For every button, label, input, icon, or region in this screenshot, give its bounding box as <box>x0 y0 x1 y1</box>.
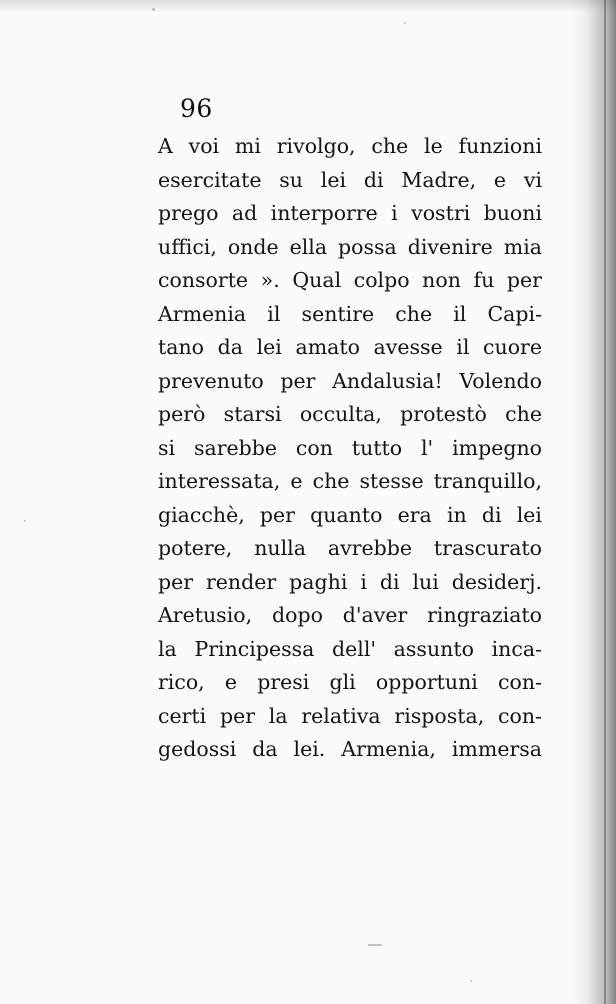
paper-speck <box>470 980 472 982</box>
text-line: rico, e presi gli opportuni con- <box>158 670 542 694</box>
text-line: si sarebbe con tutto l' impegno <box>158 435 542 460</box>
text-line: prevenuto per Andalusia! Volendo <box>158 368 542 393</box>
text-line: Armenia il sentire che il Capi- <box>158 301 542 326</box>
page-number: 96 <box>180 94 213 123</box>
text-line: giacchè, per quanto era in di lei <box>158 502 542 527</box>
text-line: consorte ». Qual colpo non fu per <box>158 268 542 292</box>
text-line: gedossi da lei. Armenia, immersa <box>158 737 542 761</box>
paper-speck <box>404 22 406 24</box>
paper-speck <box>152 8 155 11</box>
text-line: potere, nulla avrebbe trascurato <box>158 536 542 560</box>
text-line: interessata, e che stesse tranquillo, <box>158 469 542 493</box>
text-line: uffici, onde ella possa divenire mia <box>158 234 542 259</box>
text-line: la Principessa dell' assunto inca- <box>158 636 542 661</box>
text-line: però starsi occulta, protestò che <box>158 402 542 426</box>
page-edge-line <box>604 0 606 1004</box>
text-line: Aretusio, dopo d'aver ringraziato <box>158 603 542 627</box>
text-line: esercitate su lei di Madre, e vi <box>158 167 542 192</box>
text-line: prego ad interporre i vostri buoni <box>158 201 542 225</box>
text-line: per render paghi i di lui desiderj. <box>158 569 542 594</box>
paper-speck <box>368 944 382 946</box>
text-line: tano da lei amato avesse il cuore <box>158 335 542 359</box>
paper-speck <box>24 520 26 522</box>
text-line: certi per la relativa risposta, con- <box>158 703 542 728</box>
page-gutter-shadow <box>570 0 616 1004</box>
body-text <box>158 130 542 767</box>
text-line: A voi mi rivolgo, che le funzioni <box>158 134 542 158</box>
top-scan-shadow <box>0 0 616 12</box>
